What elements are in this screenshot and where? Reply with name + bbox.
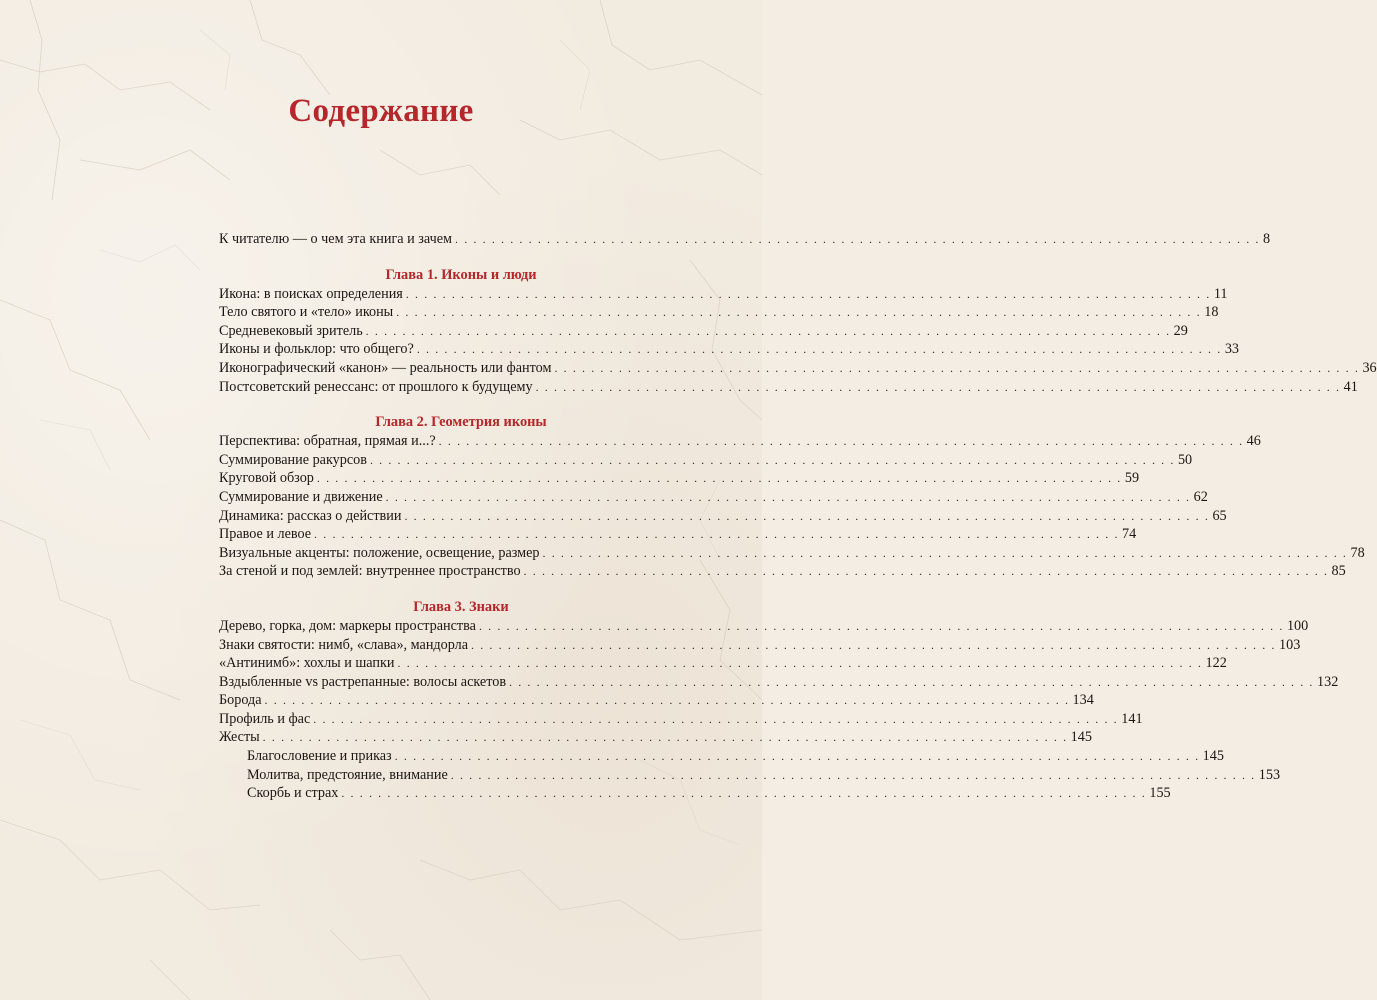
- toc-entry-title: Иконы и фольклор: что общего?: [219, 341, 414, 358]
- toc-entry[interactable]: [219, 451, 1193, 470]
- toc-entry[interactable]: [219, 378, 1358, 397]
- toc-entry-page: 41: [1343, 378, 1358, 395]
- dot-leader: [366, 322, 1171, 341]
- page-title: Содержание: [288, 93, 474, 129]
- dot-leader: [313, 710, 1118, 729]
- toc-entry[interactable]: [219, 469, 1140, 488]
- toc-entry-title: Икона: в поисках определения: [219, 285, 403, 302]
- toc-entry-page: 74: [1122, 526, 1137, 543]
- toc-entry[interactable]: [219, 617, 1309, 636]
- toc-entry-page: 100: [1286, 617, 1309, 634]
- toc-entry-page: 11: [1213, 285, 1228, 302]
- dot-leader: [536, 378, 1341, 397]
- toc-entry-title: Визуальные акценты: положение, освещение, размер: [219, 544, 540, 561]
- dot-leader: [543, 544, 1348, 563]
- dot-leader: [314, 525, 1119, 544]
- dot-leader: [395, 747, 1200, 766]
- toc-entry-page: 36: [1362, 359, 1377, 376]
- toc-entry-title: Жесты: [219, 729, 260, 746]
- toc-entry-page: 153: [1258, 766, 1281, 783]
- toc-entry-title: Правое и левое: [219, 526, 312, 543]
- dot-leader: [439, 432, 1244, 451]
- toc-entry[interactable]: [219, 507, 1227, 526]
- dot-leader: [509, 673, 1314, 692]
- toc-entry-title: Постсоветский ренессанс: от прошлого к будущему: [219, 378, 533, 395]
- toc-entry[interactable]: [219, 340, 1239, 359]
- toc-entry-page: 59: [1124, 470, 1140, 487]
- toc-entry-title: Скорбь и страх: [247, 785, 339, 802]
- toc-entry-page: 145: [1070, 729, 1092, 746]
- dot-leader: [265, 691, 1070, 710]
- dot-leader: [404, 507, 1209, 526]
- dot-leader: [398, 654, 1203, 673]
- dot-leader: [524, 562, 1329, 581]
- toc-entry[interactable]: [219, 322, 1188, 341]
- toc-entry-title: Динамика: рассказ о действии: [219, 507, 402, 524]
- toc-entry-title: «Антинимб»: хохлы и шапки: [219, 655, 395, 672]
- toc-entry-title: Благословение и приказ: [247, 748, 392, 765]
- chapter-heading: Глава 3. Знаки: [413, 598, 509, 615]
- toc-entry[interactable]: [219, 544, 1365, 563]
- toc-entry-page: 33: [1224, 341, 1239, 358]
- dot-leader: [386, 488, 1191, 507]
- toc-entry-page: 145: [1202, 748, 1224, 765]
- chapter-heading: Глава 2. Геометрия иконы: [375, 414, 547, 431]
- toc-entry-page: 65: [1212, 507, 1227, 524]
- toc-entry-title: Молитва, предстояние, внимание: [247, 766, 448, 783]
- toc-entry-page: 46: [1246, 433, 1261, 450]
- dot-leader: [396, 303, 1201, 322]
- toc-entry[interactable]: [219, 710, 1143, 729]
- dot-leader: [554, 359, 1359, 378]
- toc-entry-title: Суммирование и движение: [219, 488, 383, 505]
- toc-entry-page: 141: [1121, 710, 1143, 727]
- toc-subentry[interactable]: [219, 784, 1171, 803]
- toc-entry[interactable]: [219, 728, 1092, 747]
- toc-entry-page: 134: [1072, 692, 1094, 709]
- toc-entry[interactable]: [219, 636, 1301, 655]
- toc-entry-page: 132: [1317, 673, 1339, 690]
- toc-entry-title: Иконографический «канон» — реальность или фантом: [219, 359, 552, 376]
- toc-entry[interactable]: [219, 488, 1208, 507]
- toc-subentry[interactable]: [219, 766, 1281, 785]
- toc-entry[interactable]: [219, 525, 1137, 544]
- toc-entry-title: К читателю — о чем эта книга и зачем: [219, 231, 453, 247]
- dot-leader: [317, 469, 1122, 488]
- toc-entry-page: 78: [1350, 544, 1365, 561]
- dot-leader: [263, 728, 1068, 747]
- dot-leader: [406, 285, 1211, 304]
- chapter-heading: Глава 1. Иконы и люди: [385, 266, 537, 283]
- dot-leader: [455, 230, 1260, 249]
- toc-entry[interactable]: [219, 691, 1094, 710]
- toc-entry[interactable]: [219, 285, 1228, 304]
- toc-entry-title: Профиль и фас: [219, 710, 311, 727]
- toc-entry-page: 122: [1205, 655, 1227, 672]
- toc-entry[interactable]: [219, 359, 1377, 378]
- toc-entry-title: Знаки святости: нимб, «слава», мандорла: [219, 636, 469, 653]
- toc-entry-page: 18: [1204, 304, 1219, 321]
- toc-entry-page: 50: [1177, 451, 1193, 468]
- toc-entry-title: Средневековый зритель: [219, 322, 363, 339]
- toc-entry-page: 29: [1173, 322, 1188, 339]
- toc-entry-title: Тело святого и «тело» иконы: [219, 304, 394, 321]
- toc-entry-title: Вздыбленные vs растрепанные: волосы аскетов: [219, 673, 507, 690]
- toc-entry-intro[interactable]: [219, 230, 1271, 249]
- toc-entry-title: За стеной и под землей: внутреннее пространство: [219, 563, 521, 580]
- toc-entry-title: Борода: [219, 692, 262, 709]
- toc-entry[interactable]: [219, 303, 1219, 322]
- toc-subentry[interactable]: [219, 747, 1224, 766]
- dot-leader: [471, 636, 1276, 655]
- dot-leader: [417, 340, 1222, 359]
- dot-leader: [341, 784, 1146, 803]
- dot-leader: [479, 617, 1284, 636]
- dot-leader: [451, 766, 1256, 785]
- dot-leader: [370, 451, 1175, 470]
- toc-entry-title: Суммирование ракурсов: [219, 451, 367, 468]
- toc-entry-title: Круговой обзор: [219, 470, 314, 487]
- toc-entry[interactable]: [219, 432, 1261, 451]
- toc-entry-page: 85: [1331, 563, 1346, 580]
- toc-entry-page: 8: [1263, 231, 1271, 247]
- toc-entry[interactable]: [219, 562, 1346, 581]
- toc-entry-page: 155: [1149, 785, 1171, 802]
- toc-entry-page: 103: [1279, 636, 1301, 653]
- table-of-contents: [219, 230, 1377, 803]
- toc-entry[interactable]: [219, 654, 1227, 673]
- toc-entry-title: Дерево, горка, дом: маркеры пространства: [219, 617, 476, 634]
- toc-entry-title: Перспектива: обратная, прямая и...?: [219, 433, 436, 450]
- toc-entry-page: 62: [1193, 488, 1208, 505]
- toc-entry[interactable]: [219, 673, 1339, 692]
